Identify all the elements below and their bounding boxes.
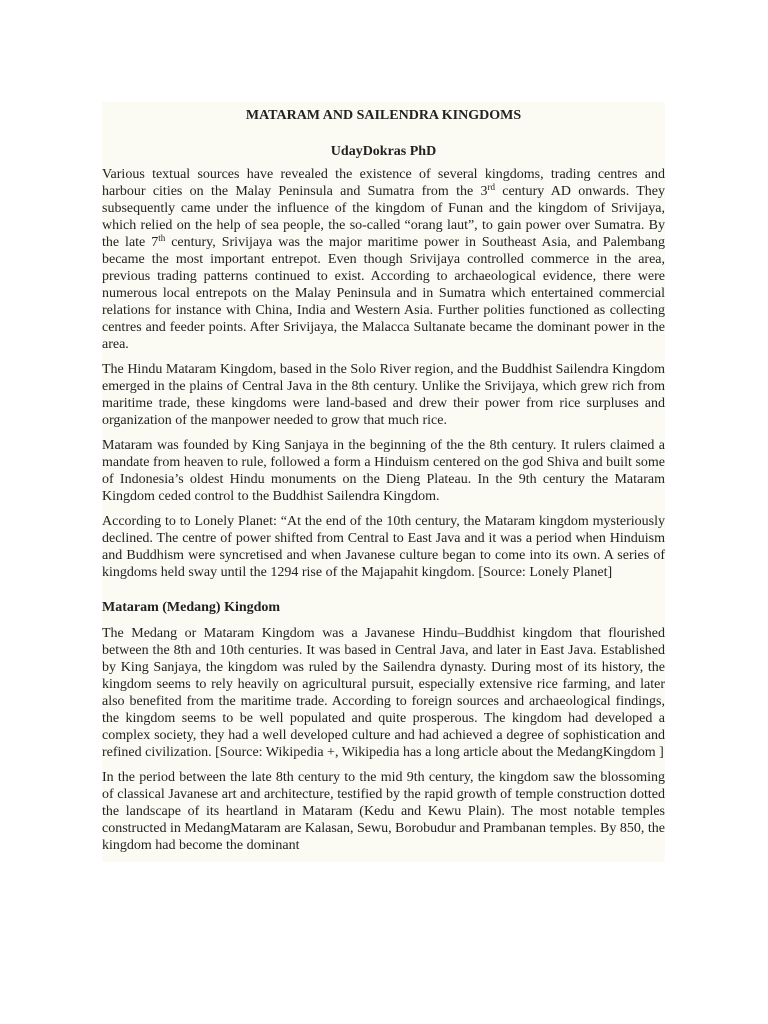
paragraph-4: According to to Lonely Planet: “At the end of the 10th century, the Mataram kingdom mysteriously declined. The centre of power shifted from Central to East Java and it was a period when Hinduism and Buddhism were syncretised and when Javanese culture began to come into its own. A series of kingdoms held sway until the 1294 rise of the Majapahit kingdom. [Source: Lonely Planet] bbox=[102, 514, 665, 580]
superscript-rd: rd bbox=[487, 182, 495, 192]
paragraph-1-text-c: century, Srivijaya was the major maritime power in Southeast Asia, and Palembang became the most important entrepot. Even though Srivijaya controlled commerce in the area, previous trading patterns continued to exist. According to archaeological evidence, there were numerous local entrepots on the Malay Peninsula and in Sumatra which entertained commercial relations for instance with China, India and Western Asia. Further polities functioned as collecting centres and feeder points. After Srivijaya, the Malacca Sultanate became the dominant power in the area. bbox=[102, 235, 666, 352]
document-page bbox=[102, 102, 665, 862]
paragraph-5: The Medang or Mataram Kingdom was a Javanese Hindu–Buddhist kingdom that flourished between the 8th and 10th centuries. It was based in Central Java, and later in East Java. Established by King Sanjaya, the kingdom was ruled by the Sailendra dynasty. During most of its history, the kingdom seems to rely heavily on agricultural pursuit, especially extensive rice farming, and later also benefited from the maritime trade. According to foreign sources and archaeological findings, the kingdom seems to be well populated and quite prosperous. The kingdom had developed a complex society, they had a well developed culture and had achieved a degree of sophistication and refined civilization. [Source: Wikipedia +, Wikipedia has a long article about the MedangKingdom ] bbox=[102, 626, 665, 760]
paragraph-6: In the period between the late 8th century to the mid 9th century, the kingdom saw the blossoming of classical Javanese art and architecture, testified by the rapid growth of temple construction dotted the landscape of its heartland in Mataram (Kedu and Kewu Plain). The most notable temples constructed in MedangMataram are Kalasan, Sewu, Borobudur and Prambanan temples. By 850, the kingdom had become the dominant bbox=[102, 770, 665, 853]
superscript-th: th bbox=[158, 233, 166, 243]
document-title: MATARAM AND SAILENDRA KINGDOMS bbox=[245, 108, 522, 123]
paragraph-1-text-b: century AD onwards. They subsequently came under the influence of the kingdom of Funan and the kingdom of Srivijaya, which relied on the help of sea people, the so-called “orang laut”, to gain power over Sumatra. By the late 7 bbox=[102, 184, 665, 250]
paragraph-2: The Hindu Mataram Kingdom, based in the Solo River region, and the Buddhist Sailendra Kingdom emerged in the plains of Central Java in the 8th century. Unlike the Srivijaya, which grew rich from maritime trade, these kingdoms were land-based and drew their power from rice surpluses and organization of the manpower needed to grow that much rice. bbox=[102, 362, 665, 428]
paragraph-3: Mataram was founded by King Sanjaya in the beginning of the the 8th century. It rulers claimed a mandate from heaven to rule, followed a form a Hinduism centered on the god Shiva and built some of Indonesia’s oldest Hindu monuments on the Dieng Plateau. In the 9th century the Mataram Kingdom ceded control to the Buddhist Sailendra Kingdom. bbox=[102, 438, 665, 504]
paragraph-1 bbox=[102, 166, 665, 353]
paragraph-1-text-a: Various textual sources have revealed the existence of several kingdoms, trading centres and harbour cities on the Malay Peninsula and Sumatra from the 3 bbox=[102, 167, 665, 199]
document-author: UdayDokras PhD bbox=[330, 144, 437, 159]
section-heading: Mataram (Medang) Kingdom bbox=[102, 600, 281, 615]
